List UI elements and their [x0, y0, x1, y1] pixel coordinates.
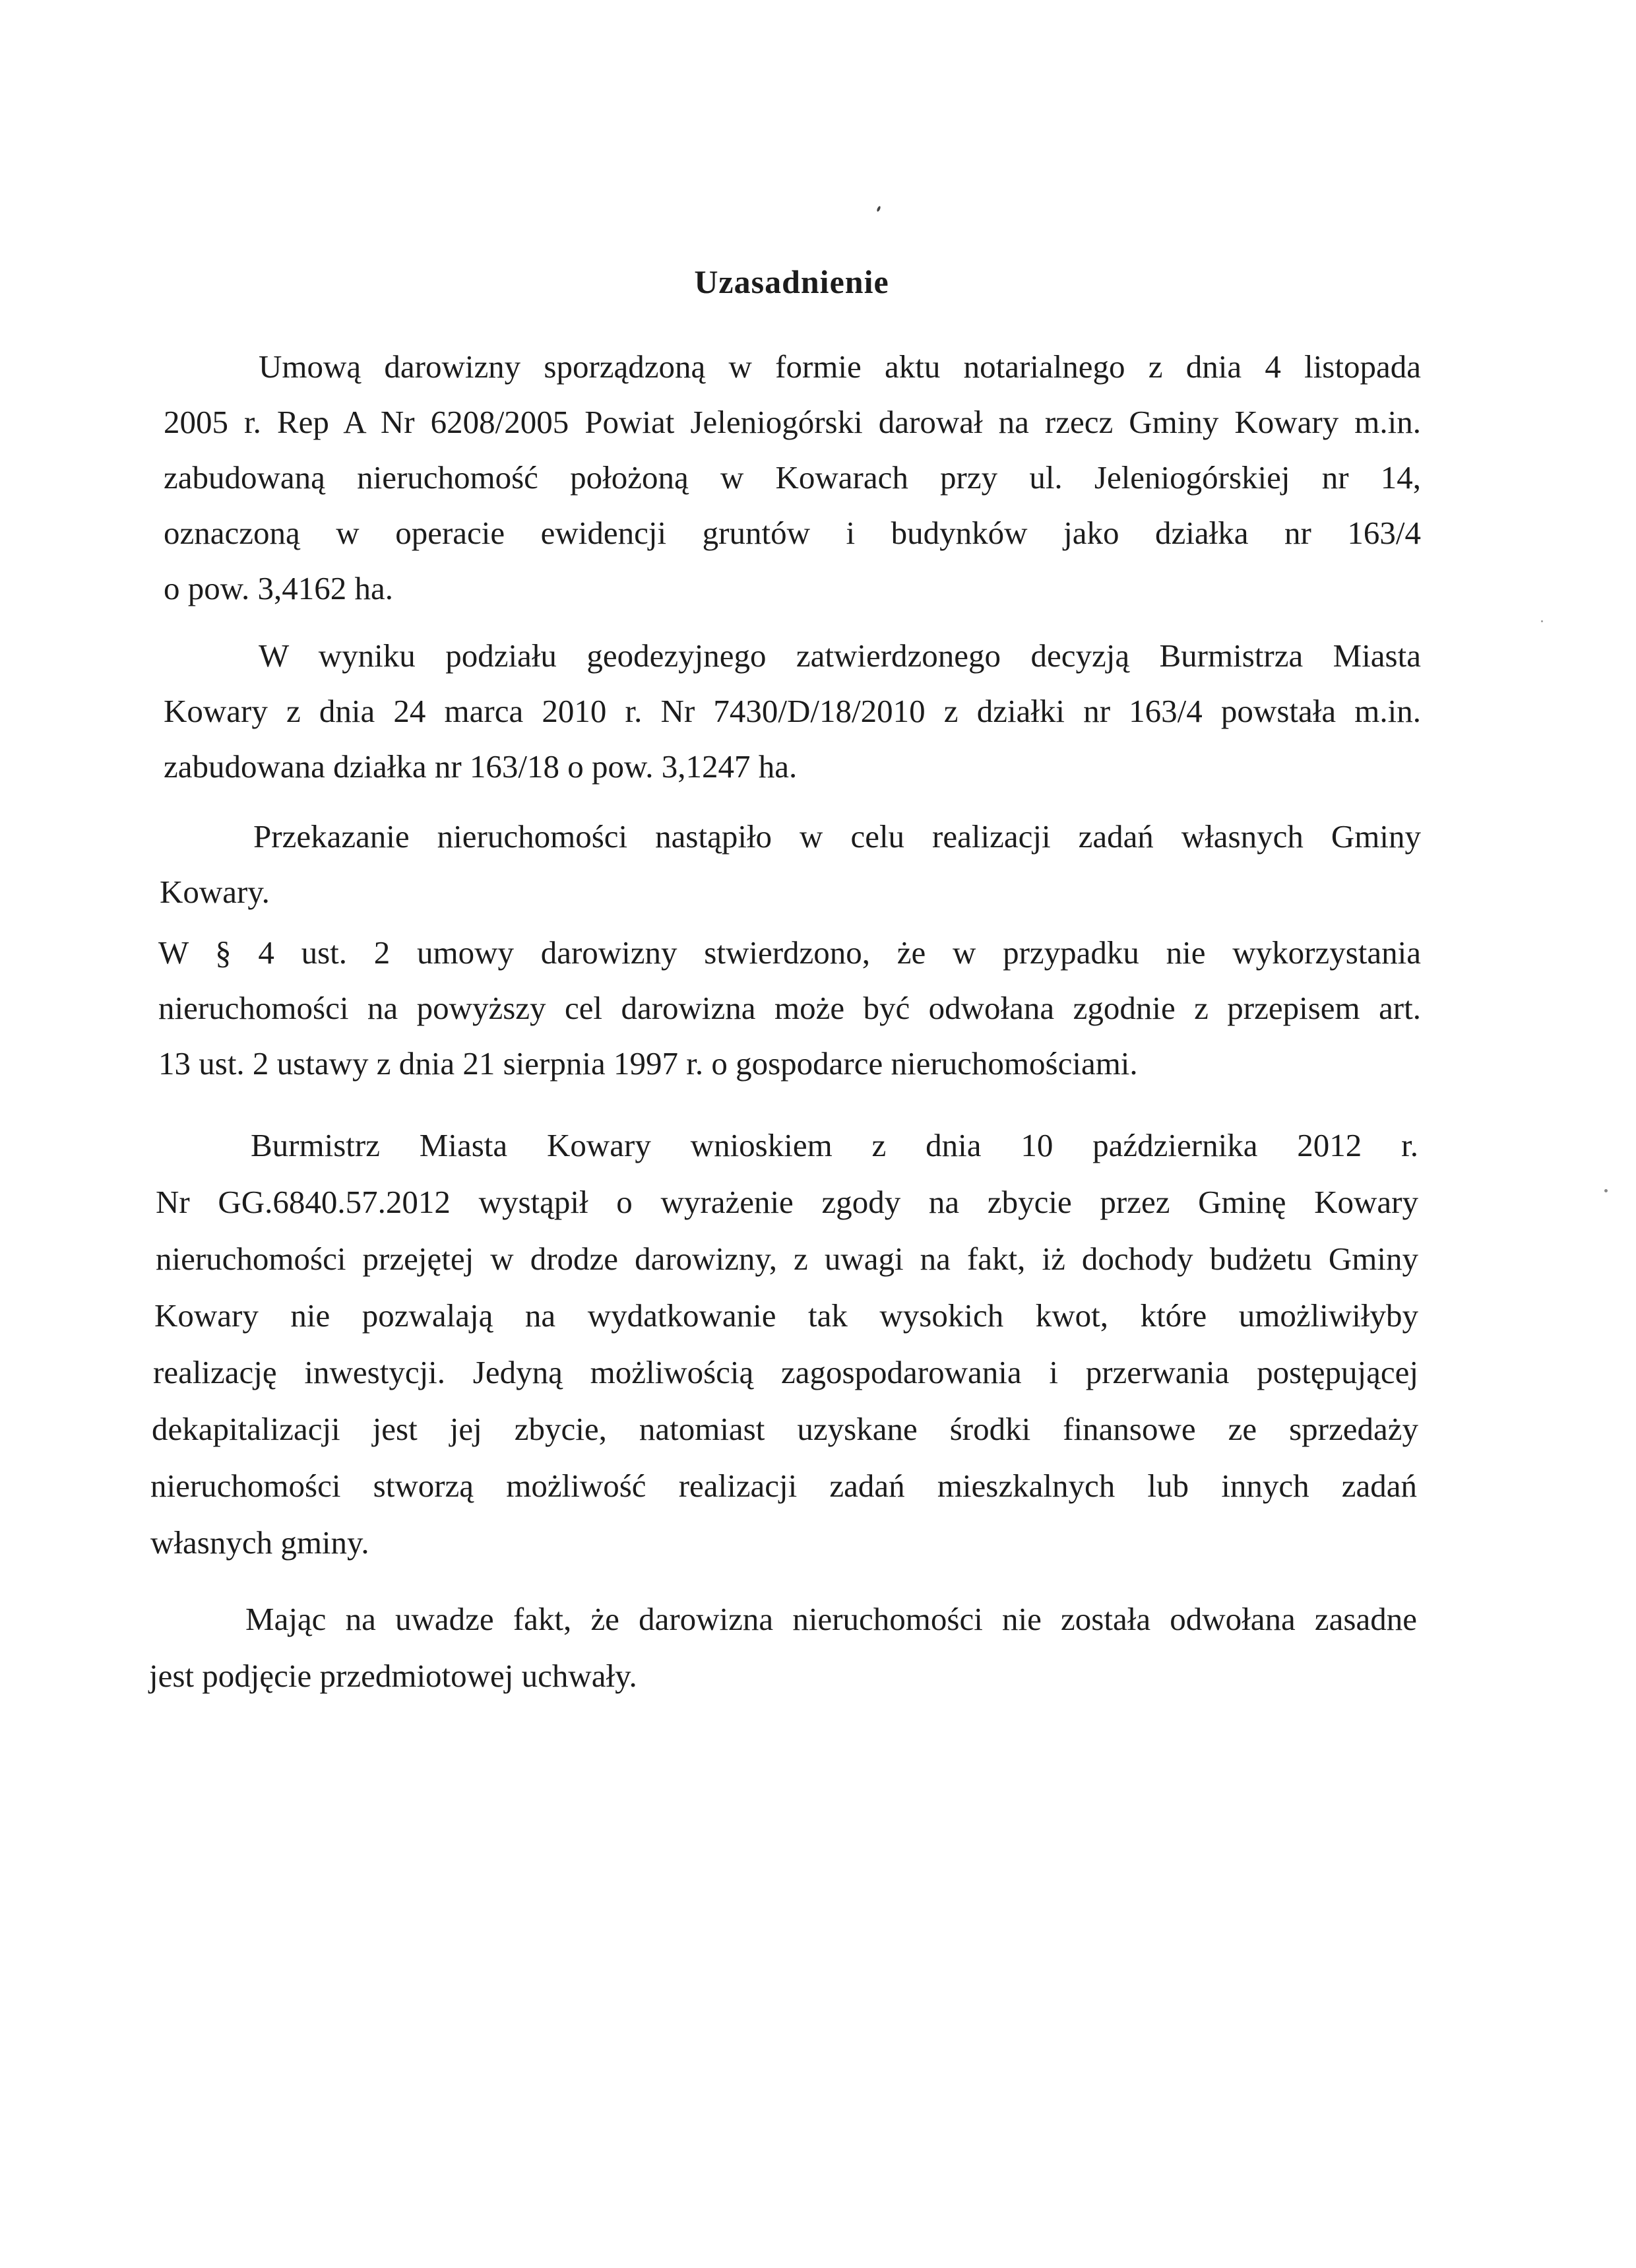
paragraph-1-line-1: Umową darowizny sporządzoną w formie aktu notarialnego z dnia 4 listopada — [259, 348, 1421, 385]
paragraph-6-line-1: Mając na uwadze fakt, że darowizna nieruchomości nie została odwołana zasadne — [245, 1601, 1417, 1637]
paragraph-3-line-1: Przekazanie nieruchomości nastąpiło w celu realizacji zadań własnych Gminy — [253, 818, 1421, 855]
paragraph-5-line-2: Nr GG.6840.57.2012 wystąpił o wyrażenie zgody na zbycie przez Gminę Kowary — [156, 1184, 1418, 1220]
paragraph-1-line-2: 2005 r. Rep A Nr 6208/2005 Powiat Jeleniogórski darował na rzecz Gminy Kowary m.in. — [164, 404, 1421, 440]
paragraph-5-line-5: realizację inwestycji. Jedyną możliwością zagospodarowania i przerwania postępującej — [153, 1354, 1418, 1390]
paragraph-5-line-7: nieruchomości stworzą możliwość realizacji zadań mieszkalnych lub innych zadań — [150, 1468, 1417, 1504]
scan-speck — [1541, 620, 1543, 622]
scan-speck — [1604, 1189, 1608, 1192]
paragraph-4-line-2: nieruchomości na powyższy cel darowizna może być odwołana zgodnie z przepisem art. — [158, 990, 1421, 1026]
paragraph-5-line-4: Kowary nie pozwalają na wydatkowanie tak wysokich kwot, które umożliwiłyby — [154, 1297, 1418, 1334]
paragraph-3-line-2: Kowary. — [160, 874, 270, 910]
paragraph-1-line-3: zabudowaną nieruchomość położoną w Kowarach przy ul. Jeleniogórskiej nr 14, — [164, 459, 1421, 496]
scan-speck — [876, 206, 881, 212]
paragraph-1-line-5: o pow. 3,4162 ha. — [164, 570, 393, 606]
document-title: Uzasadnienie — [694, 263, 889, 300]
paragraph-1-line-4: oznaczoną w operacie ewidencji gruntów i budynków jako działka nr 163/4 — [164, 515, 1421, 551]
paragraph-4-line-1: W § 4 ust. 2 umowy darowizny stwierdzono, że w przypadku nie wykorzystania — [158, 934, 1421, 971]
paragraph-5-line-6: dekapitalizacji jest jej zbycie, natomiast uzyskane środki finansowe ze sprzedaży — [152, 1411, 1418, 1447]
paragraph-5-line-1: Burmistrz Miasta Kowary wnioskiem z dnia 10 października 2012 r. — [251, 1127, 1418, 1163]
paragraph-2-line-2: Kowary z dnia 24 marca 2010 r. Nr 7430/D/18/2010 z działki nr 163/4 powstała m.in. — [164, 693, 1421, 729]
paragraph-4-line-3: 13 ust. 2 ustawy z dnia 21 sierpnia 1997 r. o gospodarce nieruchomościami. — [158, 1045, 1138, 1082]
paragraph-5-line-8: własnych gminy. — [150, 1524, 369, 1561]
paragraph-5-line-3: nieruchomości przejętej w drodze darowizny, z uwagi na fakt, iż dochody budżetu Gminy — [156, 1241, 1418, 1277]
paragraph-6-line-2: jest podjęcie przedmiotowej uchwały. — [149, 1658, 637, 1694]
paragraph-2-line-3: zabudowana działka nr 163/18 o pow. 3,1247 ha. — [164, 748, 798, 785]
paragraph-2-line-1: W wyniku podziału geodezyjnego zatwierdzonego decyzją Burmistrza Miasta — [259, 637, 1421, 674]
